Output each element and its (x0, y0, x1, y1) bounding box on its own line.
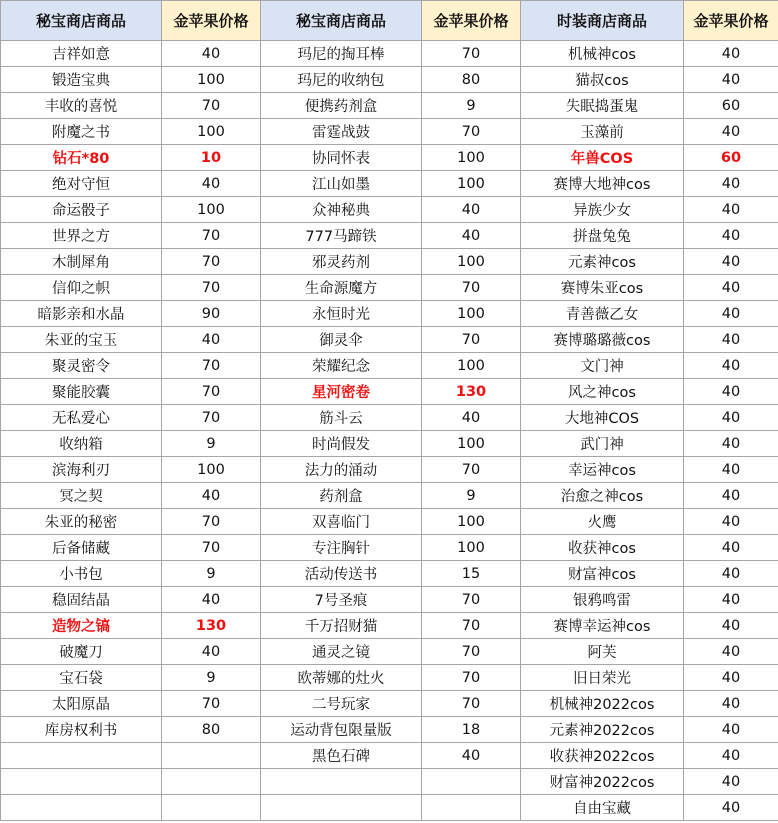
table-row (1, 457, 778, 483)
table-row (1, 743, 778, 769)
cell-price-3: 40 (684, 119, 778, 145)
cell-price-1: 100 (162, 119, 261, 145)
cell-price-2: 15 (422, 561, 521, 587)
cell-price-3: 40 (684, 41, 778, 67)
cell-treasure-item-1 (1, 795, 162, 821)
cell-price-3: 40 (684, 431, 778, 457)
cell-price-2: 40 (422, 405, 521, 431)
cell-price-1: 100 (162, 67, 261, 93)
cell-price-2: 100 (422, 301, 521, 327)
cell-fashion-item: 失眠捣蛋鬼 (521, 93, 684, 119)
cell-price-3: 40 (684, 275, 778, 301)
cell-treasure-item-2: 协同怀表 (261, 145, 422, 171)
table-row (1, 717, 778, 743)
cell-price-3: 40 (684, 613, 778, 639)
cell-price-3: 40 (684, 171, 778, 197)
cell-price-2: 70 (422, 665, 521, 691)
cell-price-3: 40 (684, 353, 778, 379)
table-row (1, 535, 778, 561)
cell-treasure-item-2: 雷霆战鼓 (261, 119, 422, 145)
cell-treasure-item-2: 江山如墨 (261, 171, 422, 197)
cell-price-1: 80 (162, 717, 261, 743)
cell-price-3: 40 (684, 223, 778, 249)
cell-treasure-item-1 (1, 743, 162, 769)
cell-price-3: 40 (684, 717, 778, 743)
cell-price-2: 40 (422, 223, 521, 249)
cell-price-2: 100 (422, 431, 521, 457)
cell-price-2: 70 (422, 327, 521, 353)
cell-price-1: 70 (162, 249, 261, 275)
cell-price-1: 70 (162, 691, 261, 717)
cell-treasure-item-1: 宝石袋 (1, 665, 162, 691)
cell-treasure-item-2: 生命源魔方 (261, 275, 422, 301)
cell-price-2: 18 (422, 717, 521, 743)
header-treasure-shop-item-1: 秘宝商店商品 (1, 1, 162, 41)
cell-treasure-item-2: 通灵之镜 (261, 639, 422, 665)
cell-treasure-item-2: 筋斗云 (261, 405, 422, 431)
table-row (1, 691, 778, 717)
table-row (1, 587, 778, 613)
cell-price-2: 100 (422, 249, 521, 275)
cell-treasure-item-2: 7号圣痕 (261, 587, 422, 613)
cell-fashion-item: 火鹰 (521, 509, 684, 535)
cell-treasure-item-1: 聚灵密令 (1, 353, 162, 379)
cell-treasure-item-1: 无私爱心 (1, 405, 162, 431)
cell-treasure-item-1: 丰收的喜悦 (1, 93, 162, 119)
cell-price-2: 70 (422, 119, 521, 145)
cell-treasure-item-1: 朱亚的宝玉 (1, 327, 162, 353)
table-row (1, 249, 778, 275)
cell-price-2: 70 (422, 613, 521, 639)
cell-fashion-item: 收获神2022cos (521, 743, 684, 769)
cell-price-3: 40 (684, 67, 778, 93)
table-row (1, 197, 778, 223)
table-row (1, 483, 778, 509)
cell-price-2: 130 (422, 379, 521, 405)
cell-price-1: 70 (162, 509, 261, 535)
table-row (1, 223, 778, 249)
cell-treasure-item-2: 专注胸针 (261, 535, 422, 561)
cell-price-3: 40 (684, 301, 778, 327)
cell-treasure-item-2 (261, 795, 422, 821)
cell-price-1: 9 (162, 561, 261, 587)
cell-price-1: 70 (162, 353, 261, 379)
cell-price-1 (162, 795, 261, 821)
cell-price-1: 9 (162, 665, 261, 691)
cell-price-2: 100 (422, 535, 521, 561)
cell-price-2: 9 (422, 483, 521, 509)
cell-price-3: 40 (684, 483, 778, 509)
cell-treasure-item-1: 破魔刀 (1, 639, 162, 665)
cell-treasure-item-2: 玛尼的收纳包 (261, 67, 422, 93)
cell-price-2: 70 (422, 41, 521, 67)
cell-price-3: 40 (684, 327, 778, 353)
cell-treasure-item-2: 欧蒂娜的灶火 (261, 665, 422, 691)
table-row (1, 613, 778, 639)
table-row (1, 561, 778, 587)
cell-fashion-item: 风之神cos (521, 379, 684, 405)
cell-price-2: 80 (422, 67, 521, 93)
cell-treasure-item-1: 钻石*80 (1, 145, 162, 171)
table-row (1, 93, 778, 119)
table-row (1, 145, 778, 171)
cell-treasure-item-1: 冥之契 (1, 483, 162, 509)
cell-price-2: 100 (422, 145, 521, 171)
cell-fashion-item: 猫叔cos (521, 67, 684, 93)
cell-treasure-item-1: 聚能胶囊 (1, 379, 162, 405)
cell-price-2 (422, 769, 521, 795)
table-row (1, 301, 778, 327)
header-row (1, 1, 778, 41)
cell-price-1: 70 (162, 405, 261, 431)
table-row (1, 41, 778, 67)
cell-treasure-item-1: 太阳原晶 (1, 691, 162, 717)
cell-fashion-item: 拼盘兔兔 (521, 223, 684, 249)
cell-treasure-item-2: 药剂盒 (261, 483, 422, 509)
cell-price-1: 40 (162, 483, 261, 509)
header-fashion-shop-item: 时装商店商品 (521, 1, 684, 41)
cell-treasure-item-1: 命运骰子 (1, 197, 162, 223)
cell-price-2: 9 (422, 93, 521, 119)
table-row (1, 795, 778, 821)
cell-price-1 (162, 769, 261, 795)
cell-price-3: 40 (684, 379, 778, 405)
cell-price-2: 70 (422, 639, 521, 665)
cell-price-3: 40 (684, 743, 778, 769)
cell-price-1: 40 (162, 327, 261, 353)
cell-price-2: 40 (422, 743, 521, 769)
cell-treasure-item-2: 黑色石碑 (261, 743, 422, 769)
table-row (1, 431, 778, 457)
cell-fashion-item: 财富神cos (521, 561, 684, 587)
table-row (1, 67, 778, 93)
cell-treasure-item-1: 滨海利刃 (1, 457, 162, 483)
cell-fashion-item: 赛博幸运神cos (521, 613, 684, 639)
cell-price-2 (422, 795, 521, 821)
cell-fashion-item: 赛博大地神cos (521, 171, 684, 197)
cell-fashion-item: 赛博朱亚cos (521, 275, 684, 301)
cell-price-1: 100 (162, 457, 261, 483)
cell-fashion-item: 年兽COS (521, 145, 684, 171)
cell-treasure-item-2: 777马蹄铁 (261, 223, 422, 249)
cell-price-1: 130 (162, 613, 261, 639)
cell-fashion-item: 武门神 (521, 431, 684, 457)
cell-treasure-item-1: 库房权利书 (1, 717, 162, 743)
cell-treasure-item-2: 众神秘典 (261, 197, 422, 223)
cell-price-2: 70 (422, 587, 521, 613)
cell-price-2: 70 (422, 457, 521, 483)
cell-treasure-item-2: 玛尼的掏耳棒 (261, 41, 422, 67)
cell-fashion-item: 机械神2022cos (521, 691, 684, 717)
cell-treasure-item-1: 稳固结晶 (1, 587, 162, 613)
cell-price-2: 100 (422, 353, 521, 379)
cell-price-1 (162, 743, 261, 769)
table-row (1, 275, 778, 301)
cell-price-3: 40 (684, 509, 778, 535)
cell-price-2: 70 (422, 691, 521, 717)
cell-fashion-item: 旧日荣光 (521, 665, 684, 691)
cell-price-3: 40 (684, 249, 778, 275)
cell-price-1: 40 (162, 639, 261, 665)
cell-price-2: 100 (422, 509, 521, 535)
table-row (1, 769, 778, 795)
cell-fashion-item: 财富神2022cos (521, 769, 684, 795)
cell-price-1: 70 (162, 223, 261, 249)
cell-price-1: 10 (162, 145, 261, 171)
cell-fashion-item: 玉藻前 (521, 119, 684, 145)
cell-treasure-item-1: 朱亚的秘密 (1, 509, 162, 535)
cell-price-1: 90 (162, 301, 261, 327)
cell-price-3: 40 (684, 535, 778, 561)
cell-fashion-item: 元素神2022cos (521, 717, 684, 743)
cell-fashion-item: 大地神COS (521, 405, 684, 431)
cell-price-1: 100 (162, 197, 261, 223)
cell-price-3: 60 (684, 93, 778, 119)
cell-price-2: 70 (422, 275, 521, 301)
cell-treasure-item-2: 时尚假发 (261, 431, 422, 457)
cell-fashion-item: 机械神cos (521, 41, 684, 67)
table-row (1, 405, 778, 431)
cell-treasure-item-2: 星河密卷 (261, 379, 422, 405)
cell-treasure-item-1: 后备储藏 (1, 535, 162, 561)
cell-treasure-item-2: 荣耀纪念 (261, 353, 422, 379)
cell-treasure-item-1: 世界之方 (1, 223, 162, 249)
cell-treasure-item-2: 二号玩家 (261, 691, 422, 717)
header-golden-apple-price-3: 金苹果价格 (684, 1, 778, 41)
table-row (1, 665, 778, 691)
header-golden-apple-price-2: 金苹果价格 (422, 1, 521, 41)
cell-treasure-item-2: 法力的涌动 (261, 457, 422, 483)
cell-treasure-item-2 (261, 769, 422, 795)
cell-price-3: 40 (684, 691, 778, 717)
cell-treasure-item-1: 暗影亲和水晶 (1, 301, 162, 327)
cell-treasure-item-1: 附魔之书 (1, 119, 162, 145)
cell-fashion-item: 阿芙 (521, 639, 684, 665)
cell-fashion-item: 文门神 (521, 353, 684, 379)
cell-treasure-item-1: 绝对守恒 (1, 171, 162, 197)
cell-fashion-item: 自由宝藏 (521, 795, 684, 821)
table-row (1, 353, 778, 379)
cell-treasure-item-2: 千万招财猫 (261, 613, 422, 639)
cell-treasure-item-1: 锻造宝典 (1, 67, 162, 93)
cell-price-2: 100 (422, 171, 521, 197)
cell-treasure-item-1: 木制犀角 (1, 249, 162, 275)
cell-treasure-item-2: 运动背包限量版 (261, 717, 422, 743)
cell-fashion-item: 赛博璐璐薇cos (521, 327, 684, 353)
cell-treasure-item-2: 便携药剂盒 (261, 93, 422, 119)
cell-fashion-item: 治愈之神cos (521, 483, 684, 509)
cell-price-1: 40 (162, 41, 261, 67)
cell-treasure-item-2: 邪灵药剂 (261, 249, 422, 275)
cell-price-3: 40 (684, 405, 778, 431)
cell-fashion-item: 银鸦鸣雷 (521, 587, 684, 613)
cell-price-1: 70 (162, 379, 261, 405)
table-row (1, 327, 778, 353)
cell-treasure-item-1: 收纳箱 (1, 431, 162, 457)
cell-treasure-item-1 (1, 769, 162, 795)
cell-price-3: 40 (684, 587, 778, 613)
header-treasure-shop-item-2: 秘宝商店商品 (261, 1, 422, 41)
cell-price-3: 40 (684, 795, 778, 821)
table-row (1, 171, 778, 197)
cell-fashion-item: 异族少女 (521, 197, 684, 223)
cell-treasure-item-2: 御灵伞 (261, 327, 422, 353)
cell-price-3: 40 (684, 769, 778, 795)
cell-price-1: 70 (162, 275, 261, 301)
cell-treasure-item-2: 双喜临门 (261, 509, 422, 535)
cell-price-3: 60 (684, 145, 778, 171)
cell-treasure-item-1: 吉祥如意 (1, 41, 162, 67)
cell-treasure-item-1: 小书包 (1, 561, 162, 587)
cell-price-1: 40 (162, 171, 261, 197)
table-row (1, 379, 778, 405)
cell-price-2: 40 (422, 197, 521, 223)
cell-price-3: 40 (684, 639, 778, 665)
cell-treasure-item-1: 造物之镐 (1, 613, 162, 639)
cell-treasure-item-2: 活动传送书 (261, 561, 422, 587)
table-row (1, 119, 778, 145)
table-header (1, 1, 778, 41)
table-row (1, 509, 778, 535)
cell-fashion-item: 青善薇乙女 (521, 301, 684, 327)
cell-fashion-item: 幸运神cos (521, 457, 684, 483)
cell-fashion-item: 元素神cos (521, 249, 684, 275)
cell-treasure-item-2: 永恒时光 (261, 301, 422, 327)
cell-price-1: 70 (162, 535, 261, 561)
header-golden-apple-price-1: 金苹果价格 (162, 1, 261, 41)
cell-price-3: 40 (684, 665, 778, 691)
cell-treasure-item-1: 信仰之帜 (1, 275, 162, 301)
cell-price-3: 40 (684, 457, 778, 483)
cell-price-3: 40 (684, 561, 778, 587)
cell-price-3: 40 (684, 197, 778, 223)
cell-fashion-item: 收获神cos (521, 535, 684, 561)
table-body (1, 41, 778, 821)
table-row (1, 639, 778, 665)
cell-price-1: 70 (162, 93, 261, 119)
cell-price-1: 9 (162, 431, 261, 457)
cell-price-1: 40 (162, 587, 261, 613)
